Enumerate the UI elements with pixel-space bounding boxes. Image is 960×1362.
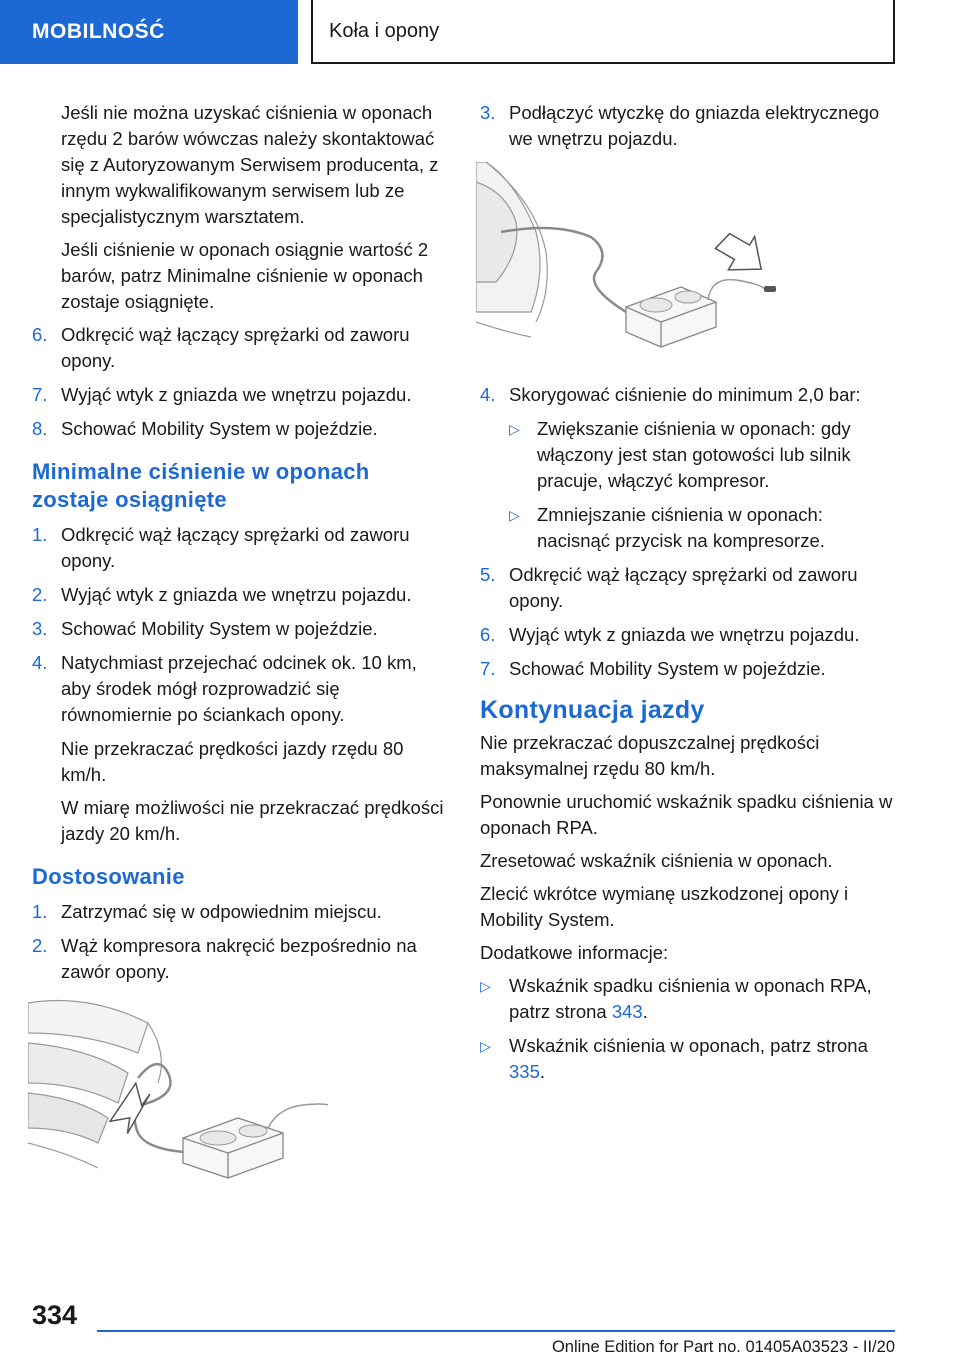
- chapter-tab: [311, 0, 895, 64]
- body-paragraph: Zresetować wskaźnik ciśnienia w oponach.: [480, 850, 833, 871]
- sub-item-text: Zwiększanie ciśnienia w oponach: gdy włączony jest stan gotowości lub silnik pracuje, włączyć kompresor.: [537, 418, 851, 491]
- list-item: [32, 382, 450, 408]
- reference-item: [480, 1033, 895, 1085]
- list-item: [32, 899, 450, 925]
- step-text: Odkręcić wąż łączący sprężarki od zaworu opony.: [509, 564, 858, 611]
- step-number: 3.: [32, 618, 48, 639]
- section-heading: Kontynuacja jazdy: [480, 696, 705, 724]
- body-paragraph: Dodatkowe informacje:: [480, 942, 669, 963]
- page-number: 334: [32, 1300, 78, 1330]
- section-heading: Dostosowanie: [32, 864, 185, 889]
- step-number: 5.: [480, 564, 496, 585]
- step-text: Schować Mobility System w pojeździe.: [61, 618, 378, 639]
- list-item: [32, 616, 450, 642]
- step-text: Schować Mobility System w pojeździe.: [61, 418, 378, 439]
- list-item: [32, 522, 450, 574]
- reference-text: [509, 973, 895, 1025]
- list-item: [32, 650, 450, 728]
- triangle-right-outline-icon: ▷: [480, 1038, 491, 1054]
- list-item: [480, 656, 895, 682]
- step-text: Odkręcić wąż łączący sprężarki od zaworu opony.: [61, 524, 410, 571]
- sub-item-text: Zmniejszanie ciśnienia w oponach: nacisnąć przycisk na kompresorze.: [537, 504, 825, 551]
- section-title: MOBILNOŚĆ: [32, 20, 165, 43]
- body-paragraph: Zlecić wkrótce wymianę uszkodzonej opony i Mobility System.: [480, 883, 849, 930]
- intro-paragraph: Jeśli nie można uzyskać ciśnienia w oponach rzędu 2 barów wówczas należy skontaktować się z Autoryzowanym Serwisem producenta, z innym wykwalifikowanym serwisem lub ze specjalistycznym warsztatem.: [61, 102, 439, 227]
- list-item: [32, 582, 450, 608]
- body-paragraph: Nie przekraczać dopuszczalnej prędkości maksymalnej rzędu 80 km/h.: [480, 732, 820, 779]
- section-tab: [0, 0, 298, 64]
- chapter-title: Koła i opony: [329, 19, 440, 42]
- step-text: Wyjąć wtyk z gniazda we wnętrzu pojazdu.: [61, 384, 412, 405]
- step-text: Zatrzymać się w odpowiednim miejscu.: [61, 901, 382, 922]
- triangle-right-outline-icon: ▷: [480, 978, 491, 994]
- step-number: 2.: [32, 935, 48, 956]
- step-text: Wyjąć wtyk z gniazda we wnętrzu pojazdu.: [509, 624, 860, 645]
- sub-list-item: [509, 502, 895, 554]
- step-number: 1.: [32, 524, 48, 545]
- step-number: 6.: [480, 624, 496, 645]
- footer-edition: Online Edition for Part no. 01405A03523 - II/20: [551, 1338, 895, 1356]
- reference-label: Wskaźnik spadku ciśnienia w oponach RPA, patrz strona: [509, 975, 872, 1022]
- step-text: Podłączyć wtyczkę do gniazda elektrycznego we wnętrzu pojazdu.: [509, 102, 880, 149]
- step-text: Wyjąć wtyk z gniazda we wnętrzu pojazdu.: [61, 584, 412, 605]
- step-text: Skorygować ciśnienie do minimum 2,0 bar:: [509, 384, 861, 405]
- list-item: [480, 382, 895, 408]
- reference-end: .: [539, 1061, 546, 1082]
- step-number: 6.: [32, 324, 48, 345]
- right-column: [480, 100, 895, 1093]
- step-text: Natychmiast przejechać odcinek ok. 10 km, aby środek mógł rozprowadzić się równomiernie po ściankach opony.: [61, 652, 417, 725]
- step-number: 1.: [32, 901, 48, 922]
- page-link[interactable]: 343: [611, 1001, 643, 1022]
- step-number: 7.: [32, 384, 48, 405]
- body-paragraph: Ponownie uruchomić wskaźnik spadku ciśnienia w oponach RPA.: [480, 791, 893, 838]
- triangle-right-outline-icon: ▷: [509, 421, 520, 437]
- note-paragraph: Nie przekraczać prędkości jazdy rzędu 80 km/h.: [61, 738, 404, 785]
- step-number: 3.: [480, 102, 496, 123]
- step-text: Wąż kompresora nakręcić bezpośrednio na zawór opony.: [61, 935, 417, 982]
- sub-list-item: [509, 416, 895, 494]
- compressor-on-valve-illustration: [28, 993, 328, 1183]
- reference-text: [509, 1033, 895, 1085]
- reference-label: Wskaźnik ciśnienia w oponach, patrz strona: [509, 1035, 868, 1056]
- step-number: 4.: [480, 384, 496, 405]
- reference-item: [480, 973, 895, 1025]
- list-item: [32, 933, 450, 985]
- page-link[interactable]: 335: [509, 1061, 540, 1082]
- step-text: Schować Mobility System w pojeździe.: [509, 658, 826, 679]
- list-item: [480, 100, 895, 152]
- compressor-plug-illustration: [476, 162, 782, 352]
- left-column: [32, 100, 450, 1207]
- step-number: 2.: [32, 584, 48, 605]
- triangle-right-outline-icon: ▷: [509, 507, 520, 523]
- list-item: [480, 622, 895, 648]
- reference-end: .: [642, 1001, 648, 1022]
- section-heading: Minimalne ciśnienie w oponach zostaje osiągnięte: [32, 459, 370, 512]
- list-item: [32, 416, 450, 442]
- step-number: 7.: [480, 658, 496, 679]
- step-number: 4.: [32, 652, 48, 673]
- footer-divider: [97, 1330, 895, 1332]
- list-item: [32, 322, 450, 374]
- list-item: [480, 562, 895, 614]
- step-text: Odkręcić wąż łączący sprężarki od zaworu opony.: [61, 324, 410, 371]
- step-number: 8.: [32, 418, 48, 439]
- intro-paragraph: Jeśli ciśnienie w oponach osiągnie wartość 2 barów, patrz Minimalne ciśnienie w oponach zostaje osiągnięte.: [61, 239, 429, 312]
- note-paragraph: W miarę możliwości nie przekraczać prędkości jazdy 20 km/h.: [61, 797, 444, 844]
